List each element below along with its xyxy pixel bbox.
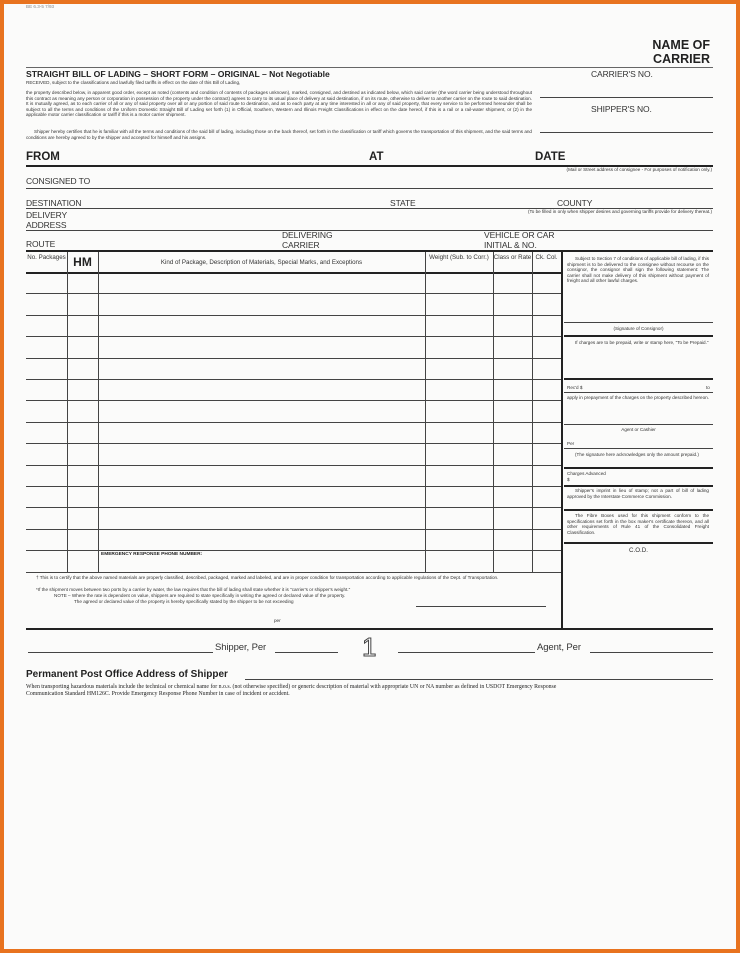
footnote-emergency: Communication Standard HM126C. Provide Emergency Response Phone Number in case of incident or accident.	[26, 691, 290, 697]
permanent-address-label: Permanent Post Office Address of Shipper	[26, 669, 228, 680]
prepaid-note: If charges are to be prepaid, write or stamp here, "To be Prepaid."	[575, 340, 709, 345]
recd-label: Rec'd $	[567, 385, 583, 390]
agent-signature-field[interactable]	[398, 652, 535, 653]
name-of-carrier-label: NAME OF CARRIER	[652, 38, 710, 66]
consignor-signature-field[interactable]	[564, 322, 713, 323]
form-title: STRAIGHT BILL OF LADING – SHORT FORM – ORIGINAL – Not Negotiable	[26, 69, 330, 79]
table-row[interactable]	[26, 465, 561, 466]
delivering-carrier-label: DELIVERING CARRIER	[282, 230, 333, 250]
header-ck-col: Ck. Col.	[535, 254, 558, 261]
header-description: Kind of Package, Description of Materials, Special Marks, and Exceptions	[160, 259, 363, 266]
header-packages: No. Packages	[27, 254, 66, 261]
delivery-note: (To be filled in only when shipper desires and governing tariffs provide for delivery thereat.)	[527, 209, 712, 214]
section7-text: Subject to Section 7 of conditions of applicable bill of lading, if this shipment is to be delivered to the consignee without recourse on the consignor, the consignor shall sign the following statement: The carrier shall not make delivery of this shipment without payment of freight and all other lawful charges.	[567, 256, 709, 284]
carriers-no-field[interactable]	[540, 97, 713, 98]
state-label: STATE	[390, 198, 416, 208]
table-row[interactable]	[26, 358, 561, 359]
delivery-address-label: DELIVERY ADDRESS	[26, 210, 67, 230]
table-row[interactable]	[26, 422, 561, 423]
table-row[interactable]	[26, 486, 561, 487]
shipper-per-field[interactable]	[275, 652, 338, 653]
agent-per-field[interactable]	[590, 652, 713, 653]
table-row[interactable]	[26, 529, 561, 530]
delivery-address-field[interactable]	[26, 230, 713, 231]
received-line: RECEIVED, subject to the classifications and lawfully filed tariffs in effect on the date of this Bill of Lading,	[26, 80, 241, 85]
form-code: BE 6.3-5 7/93	[26, 4, 55, 9]
date-label: DATE	[535, 151, 566, 163]
per-label: Per	[567, 441, 575, 446]
to-label: to	[706, 385, 710, 390]
signature-consignor-label: (Signature of Consignor)	[613, 326, 664, 331]
divider	[26, 67, 713, 68]
per-field[interactable]	[564, 448, 713, 449]
header-divider	[26, 272, 561, 274]
copy-number: 1	[362, 632, 377, 662]
table-row[interactable]	[26, 336, 561, 337]
table-row[interactable]	[26, 507, 561, 508]
header-weight: Weight (Sub. to Corr.)	[429, 254, 489, 261]
table-row[interactable]	[26, 443, 561, 444]
route-label: ROUTE	[26, 239, 56, 249]
fibre-boxes-text: The Fibre Boxes used for this shipment conform to the specifications set forth in the box maker's certificate thereon, and all other requirements of Rule 41 of the Consolidated Freight Classification.	[567, 513, 709, 535]
footnote-hazmat: When transporting hazardous materials include the technical or chemical name for n.o.s. (not otherwise specified) or generic description of material with appropriate UN or NA number as defined in USDOT Emergency Response	[26, 684, 557, 690]
agent-per-label: Agent, Per	[537, 642, 581, 653]
declared-value-field[interactable]	[416, 606, 546, 607]
shipment-table	[26, 252, 561, 572]
header-class: Class or Rate	[493, 254, 532, 261]
permanent-address-field[interactable]	[245, 679, 713, 680]
apply-text: apply in prepayment of the charges on the property described hereon.	[567, 395, 709, 400]
certification-note: NOTE – Where the rate is dependent on value, shippers are required to state specifically in writing the agreed or declared value of the property.	[54, 593, 346, 598]
table-row[interactable]	[26, 400, 561, 401]
consigned-to-field[interactable]	[26, 188, 713, 189]
certification-line2: *If the shipment moves between two ports by a carrier by water, the law requires that the bill of lading shall state whether it is "carrier's or shipper's weight."	[36, 587, 351, 592]
cod-label: C.O.D.	[629, 547, 648, 554]
at-label: AT	[369, 151, 384, 163]
table-row[interactable]	[26, 315, 561, 316]
agent-cashier-label: Agent or Cashier	[621, 427, 656, 432]
from-label: FROM	[26, 151, 60, 163]
certification-line1: † This is to certify that the above named materials are properly classified, described, packaged, marked and labeled, and are in proper condition for transportation according to applicable regulations of the Dept. of Transportation.	[36, 575, 499, 580]
ack-text: (The signature here acknowledges only the amount prepaid.)	[575, 452, 699, 457]
declared-value-per: per	[274, 618, 281, 623]
vehicle-label: VEHICLE OR CAR INITIAL & NO.	[484, 230, 555, 250]
mail-note: (Mail or Street address of consignee - For purposes of notification only.)	[566, 167, 712, 172]
terms-paragraph: the property described below, in apparent good order, except as noted (contents and condition of contents of packages unknown), marked, consigned, and destined as indicated below, which said carrier (the word carrier being understood throughout this contract as meaning any person or corporation in possession of the property under the contract) agrees to carry to its usual place of delivery at said destination, if on its route, otherwise to deliver to another carrier on the route to said destination. It is mutually agreed, as to each carrier of all or any of said property over all or any portion of said route to destination, and as to each party at any time interested in all or any of said property, that every service to be performed hereunder shall be subject to all the terms and conditions of the Uniform Domestic Straight Bill of Lading set forth (1) in Official, Southern, Western and Illinois Freight Classifications in effect on the date hereof, if this is a rail or a rail-water shipment, or (2) in the applicable motor carrier classification or tariff if this is a motor carrier shipment.	[26, 90, 532, 118]
shipper-certifies: Shipper hereby certifies that he is familiar with all the terms and conditions of the said bill of lading, including those on the back thereof, set forth in the classification or tariff which governs the transportation of this shipment, and the said terms and conditions are hereby agreed to by the shipper and accepted for himself and his assigns.	[26, 129, 532, 140]
carriers-no-label: CARRIER'S NO.	[591, 69, 653, 79]
shippers-no-field[interactable]	[540, 132, 713, 133]
table-row[interactable]	[26, 572, 561, 573]
county-label: COUNTY	[557, 198, 593, 208]
header-hm: HM	[73, 255, 92, 269]
table-row[interactable]	[26, 293, 561, 294]
destination-label: DESTINATION	[26, 198, 82, 208]
consigned-to-label: CONSIGNED TO	[26, 176, 91, 186]
shippers-no-label: SHIPPER'S NO.	[591, 104, 652, 114]
shipper-per-label: Shipper, Per	[215, 642, 267, 653]
charges-advanced-label: Charges Advanced $	[567, 471, 606, 482]
emergency-phone-label: EMERGENCY RESPONSE PHONE NUMBER:	[101, 552, 203, 557]
imprint-text: Shipper's imprint in lieu of stamp; not a part of bill of lading approved by the Interstate Commerce Commission.	[567, 488, 709, 499]
table-row[interactable]	[26, 379, 561, 380]
declared-value-text: The agreed or declared value of the property is hereby specifically stated by the shipper to be not exceeding	[74, 599, 294, 604]
shipper-signature-field[interactable]	[28, 652, 213, 653]
recd-field[interactable]	[564, 392, 713, 393]
